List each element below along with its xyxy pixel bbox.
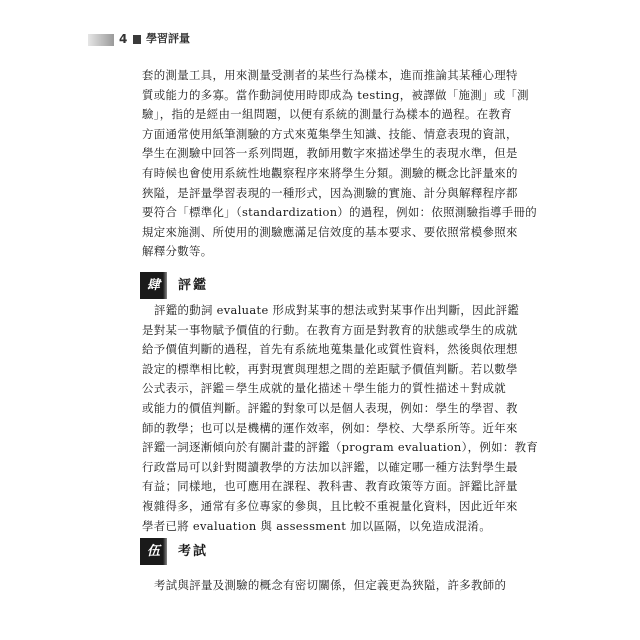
text-line: 或能力的價值判斷。評鑑的對象可以是個人表現，例如：學生的學習、教 <box>142 400 518 415</box>
text-line: 是對某一事物賦予價值的行動。在教育方面是對教育的狀態或學生的成就 <box>142 322 518 337</box>
text-line: 質或能力的多寡。當作動詞使用時即成為 testing，被譯做「施測」或「測 <box>142 87 529 102</box>
header-gradient-bar <box>88 34 114 46</box>
text-line: 學者已將 evaluation 與 assessment 加以區隔，以免造成混淆。 <box>142 518 491 533</box>
text-line: 有益；同樣地，也可應用在課程、教科書、教育政策等方面。評鑑比評量 <box>142 479 518 494</box>
text-line: 複雜得多，通常有多位專家的參與，且比較不重視量化資料，因此近年來 <box>142 498 518 513</box>
text-line: 給予價值判斷的過程，首先有系統地蒐集量化或質性資料，然後與依理想 <box>142 342 518 357</box>
book-title: 學習評量 <box>146 32 190 45</box>
header-square-marker <box>133 35 141 44</box>
text-line: 方面通常使用紙筆測驗的方式來蒐集學生知識、技能、情意表現的資訊， <box>142 126 518 141</box>
text-line: 行政當局可以針對閱讀教學的方法加以評鑑，以確定哪一種方法對學生最 <box>142 459 518 474</box>
text-line: 考試與評量及測驗的概念有密切關係，但定義更為狹隘，許多教師的 <box>154 578 507 592</box>
text-line: 有時候也會使用系統性地觀察程序來將學生分類。測驗的概念比評量來的 <box>142 165 518 180</box>
section-heading-examination <box>140 538 340 568</box>
paragraph-testing-continued <box>142 66 538 262</box>
text-line: 套的測量工具，用來測量受測者的某些行為樣本，進而推論其某種心理特 <box>142 68 518 82</box>
text-line: 解釋分數等。 <box>142 244 213 259</box>
section-number-badge: 肆 <box>140 272 167 299</box>
page-number: 4 <box>119 32 128 46</box>
text-line: 公式表示，評鑑＝學生成就的量化描述＋學生能力的質性描述＋對成就 <box>142 381 506 396</box>
text-line: 狹隘，是評量學習表現的一種形式，因為測驗的實施、計分與解釋程序都 <box>142 185 518 200</box>
text-line: 學生在測驗中回答一系列問題，教師用數字來描述學生的表現水準，但是 <box>142 146 518 161</box>
text-line: 師的教學；也可以是機構的運作效率，例如：學校、大學系所等。近年來 <box>142 420 518 435</box>
section-title: 評鑑 <box>178 278 209 293</box>
section-title: 考試 <box>178 544 209 559</box>
text-line: 規定來施測、所使用的測驗應滿足信效度的基本要求、要依照常模參照來 <box>142 224 518 239</box>
text-line: 驗」，指的是經由一組問題，以便有系統的測量行為樣本的過程。在教育 <box>142 107 513 122</box>
paragraph-evaluation <box>142 301 539 536</box>
text-line: 要符合「標準化」（standardization）的過程，例如：依照測驗指導手冊的 <box>142 205 538 220</box>
text-line: 設定的標準相比較，再對現實與理想之間的差距賦予價值判斷。若以數學 <box>142 361 518 376</box>
section-heading-evaluation <box>140 272 340 302</box>
section-number-badge: 伍 <box>140 538 167 565</box>
running-header <box>88 33 558 47</box>
text-line: 評鑑一詞逐漸傾向於有關計畫的評鑑（program evaluation），例如：教育 <box>142 440 539 455</box>
text-line: 評鑑的動詞 evaluate 形成對某事的想法或對某事作出判斷，因此評鑑 <box>154 303 520 317</box>
paragraph-examination <box>142 576 507 596</box>
